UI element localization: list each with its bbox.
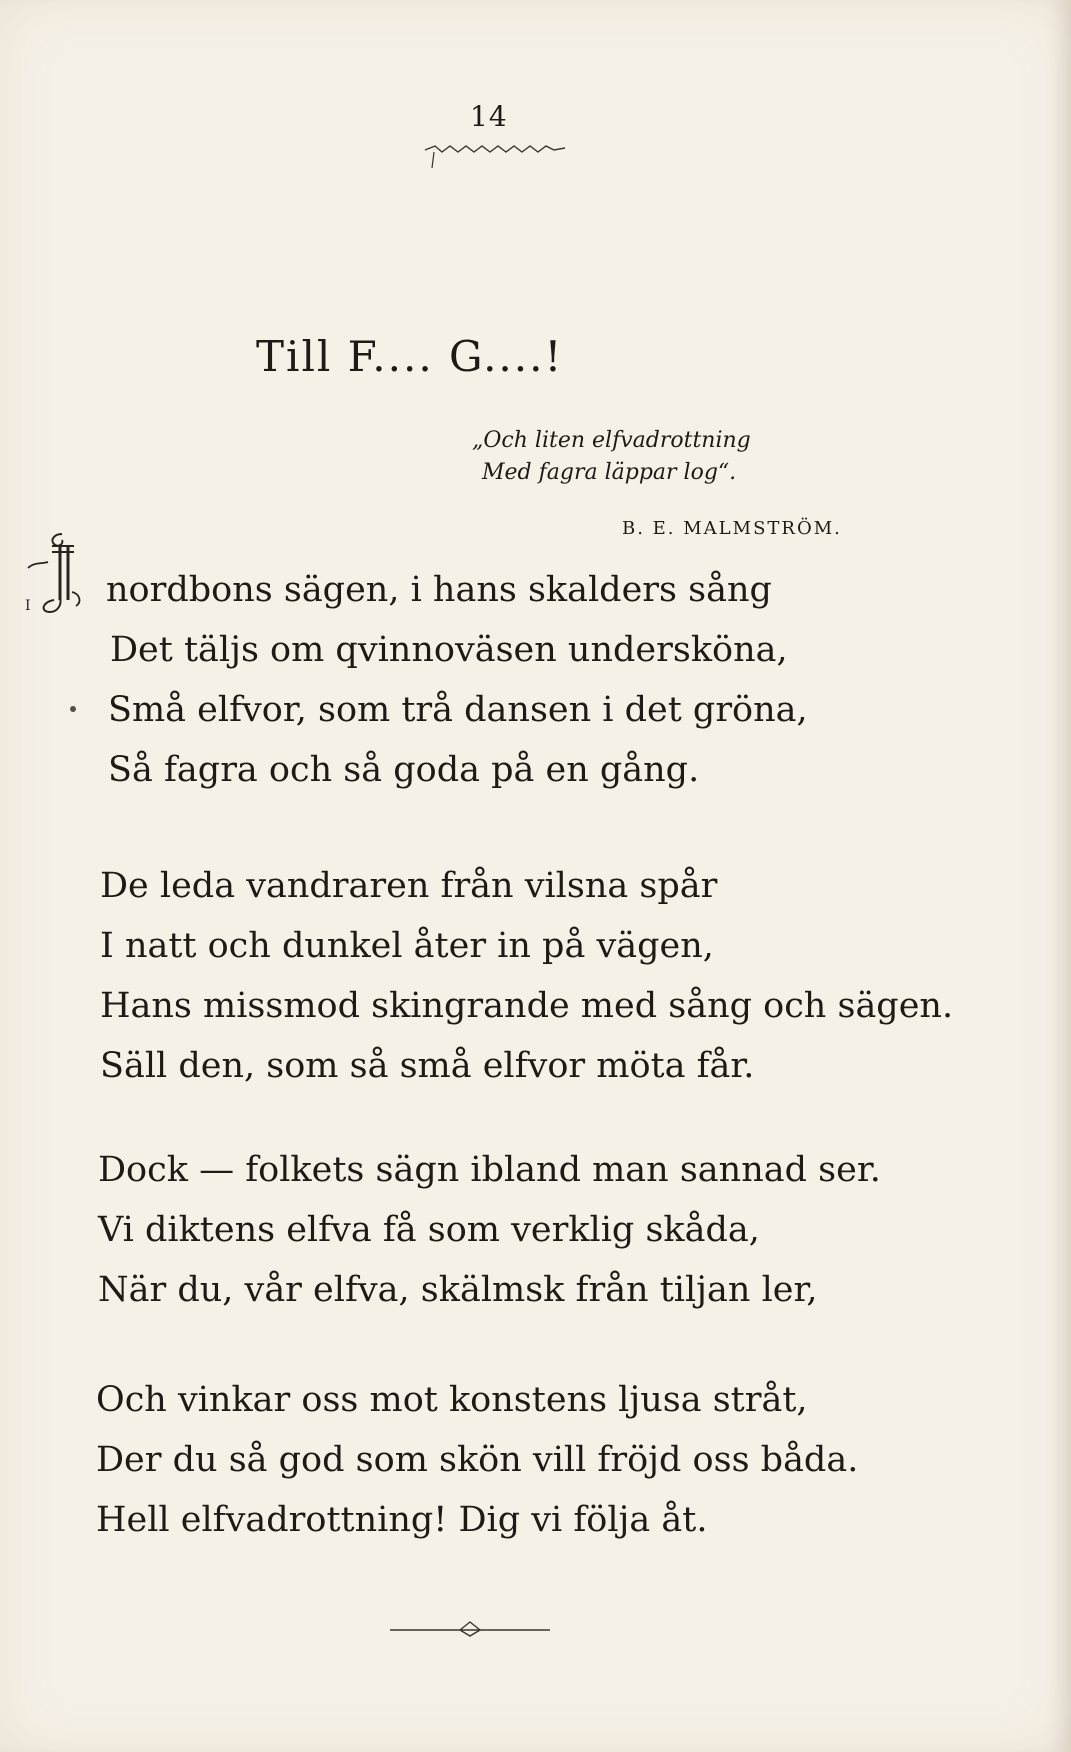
poem-line: Dock — folkets sägn ibland man sannad ser. [98, 1150, 881, 1190]
margin-mark [70, 706, 76, 712]
poem-line: Så fagra och så goda på en gång. [108, 750, 700, 790]
poem-line: nordbons sägen, i hans skalders sång [106, 570, 772, 610]
poem-line: Det täljs om qvinnoväsen undersköna, [110, 630, 788, 670]
poem-line: Hell elfvadrottning! Dig vi följa åt. [96, 1500, 708, 1540]
poem-line: Säll den, som så små elfvor möta får. [100, 1046, 755, 1086]
poem-line: Hans missmod skingrande med sång och sägen. [100, 986, 954, 1026]
stanza [0, 560, 1071, 800]
poem-line: När du, vår elfva, skälmsk från tiljan ler, [98, 1270, 818, 1310]
epigraph-line: „Och liten elfvadrottning [472, 428, 751, 453]
end-ornament [390, 1614, 550, 1638]
stanza [0, 1370, 1071, 1550]
poem-line: Och vinkar oss mot konstens ljusa stråt, [96, 1380, 808, 1420]
poem-line: De leda vandraren från vilsna spår [100, 866, 718, 906]
stanza [0, 856, 1071, 1096]
page-number: 14 [470, 100, 508, 133]
initial-letter-text: I [25, 598, 31, 614]
poem-line: Der du så god som skön vill fröjd oss båda. [96, 1440, 859, 1480]
epigraph [472, 425, 802, 489]
epigraph-line: Med fagra läppar log“. [482, 460, 737, 485]
poem-line: I natt och dunkel åter in på vägen, [100, 926, 714, 966]
stanza [0, 1140, 1071, 1320]
poem-title: Till F.... G....! [256, 332, 564, 381]
poem-line: Små elfvor, som trå dansen i det gröna, [108, 690, 808, 730]
poem-line: Vi diktens elfva få som verklig skåda, [98, 1210, 760, 1250]
header-ornament [420, 142, 570, 172]
epigraph-author: B. E. MALMSTRÖM. [622, 518, 842, 539]
